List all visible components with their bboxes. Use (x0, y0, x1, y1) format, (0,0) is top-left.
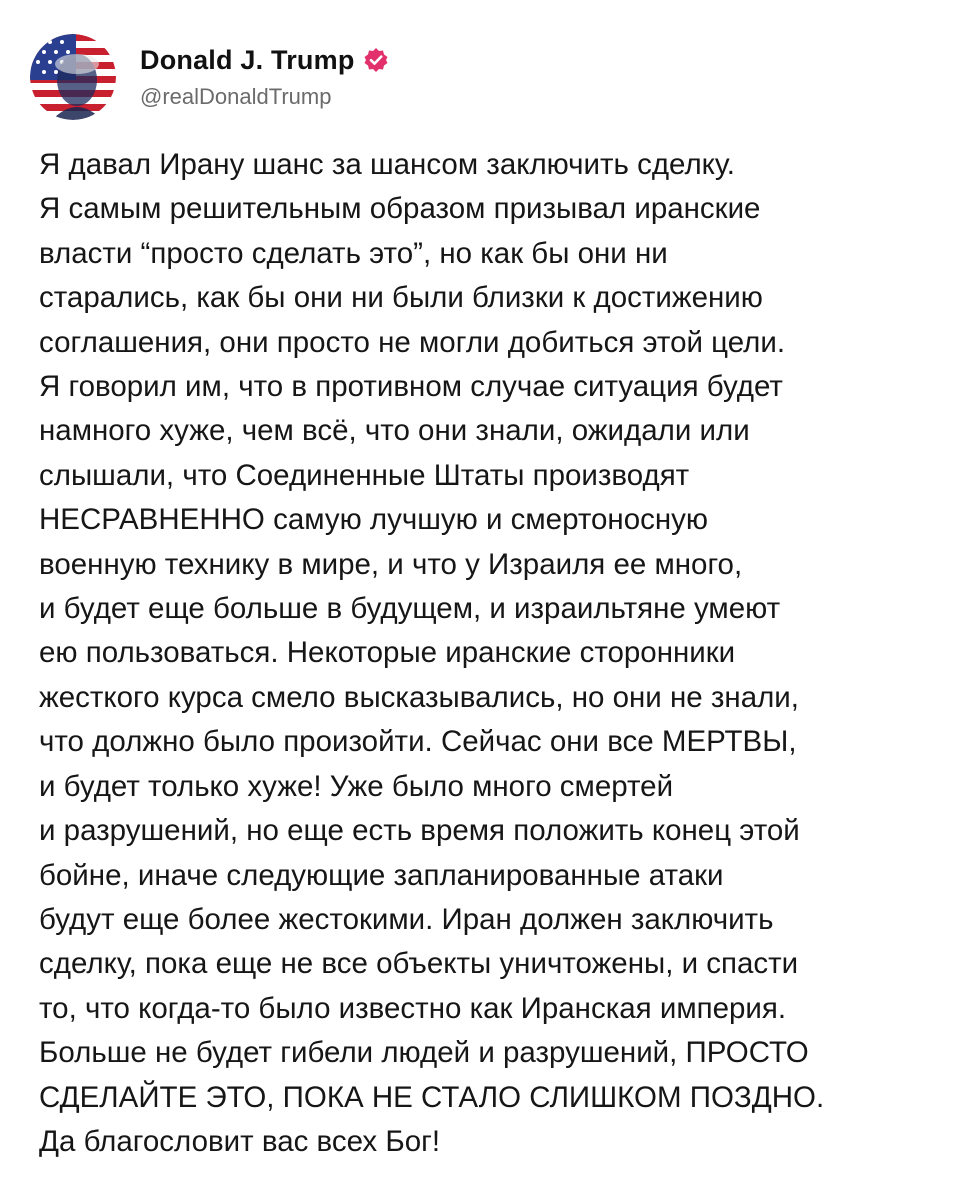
post-text-line: Я давал Ирану шанс за шансом заключить сделку. (39, 148, 735, 181)
post-text-line: и будет еще больше в будущем, и израильтяне умеют (39, 592, 781, 626)
post-text-line: Больше не будет гибели людей и разрушений, ПРОСТО (39, 1036, 809, 1070)
post-text-line: то, что когда-то было известно как Иранская империя. (39, 991, 787, 1025)
post-text-line: сделку, пока еще не все объекты уничтожены, и спасти (39, 947, 799, 981)
post-text-line: военную технику в мире, и что у Израиля ее много, (39, 547, 743, 581)
post-text-line: старались, как бы они ни были близки к достижению (39, 281, 763, 315)
author-display-name[interactable]: Donald J. Trump (140, 44, 355, 75)
post-text-line: что должно было произойти. Сейчас они все МЕРТВЫ, (39, 725, 797, 759)
post-text-line: соглашения, они просто не могли добиться этой цели. (39, 325, 786, 359)
post-text-line: и будет только хуже! Уже было много смертей (39, 769, 674, 803)
post-body-text (39, 143, 939, 1164)
post-text-line: жесткого курса смело высказывались, но они не знали, (39, 680, 799, 714)
post-text-line: НЕСРАВНЕННО самую лучшую и смертоносную (39, 503, 709, 537)
post-text-line: Да благословит вас всех Бог! (39, 1124, 441, 1158)
verified-badge-icon (363, 47, 389, 73)
post-text-line: будут еще более жестокими. Иран должен заключить (39, 902, 774, 936)
author-info (140, 45, 389, 110)
post-text-line: Я самым решительным образом призывал иранские (39, 192, 761, 226)
post-text-line: бойне, иначе следующие запланированные атаки (39, 858, 724, 892)
post-header (30, 34, 389, 120)
post-text-line: и разрушений, но еще есть время положить конец этой (39, 814, 800, 848)
post-text-line: власти “просто сделать это”, но как бы они ни (39, 236, 668, 270)
post-text-line: намного хуже, чем всё, что они знали, ожидали или (39, 414, 750, 448)
author-handle[interactable]: @realDonaldTrump (140, 83, 332, 109)
profile-avatar-icon[interactable] (30, 34, 116, 120)
post-text-line: ею пользоваться. Некоторые иранские сторонники (39, 636, 736, 670)
post-text-line: слышали, что Соединенные Штаты производят (39, 458, 690, 492)
post-text-line: СДЕЛАЙТЕ ЭТО, ПОКА НЕ СТАЛО СЛИШКОМ ПОЗДНО. (39, 1080, 825, 1114)
post-text-line: Я говорил им, что в противном случае ситуация будет (39, 370, 783, 404)
name-row (140, 45, 389, 76)
